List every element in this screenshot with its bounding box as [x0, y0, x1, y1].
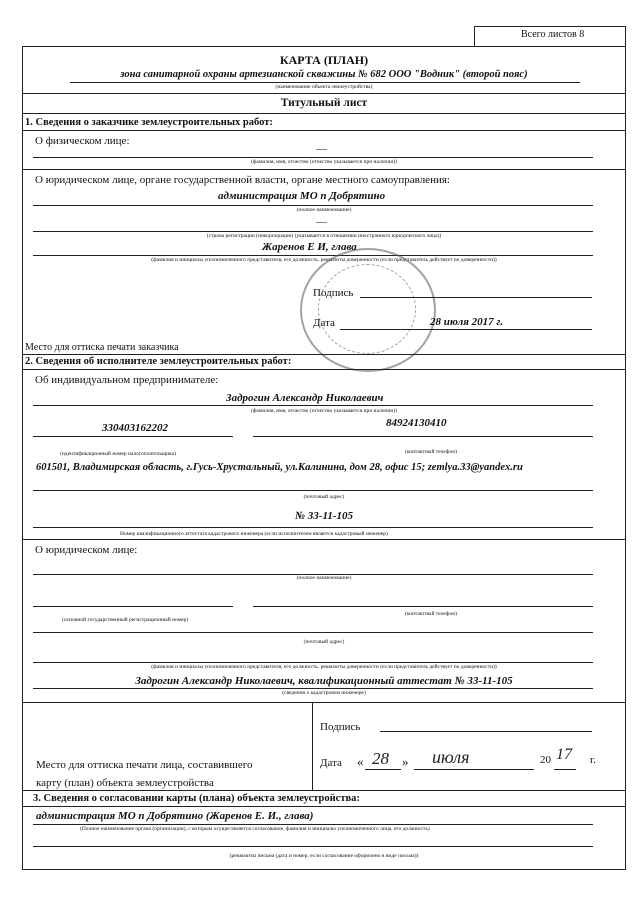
agency-value: администрация МО п Добрятино (Жаренов Е. И., глава) — [36, 810, 314, 822]
exec-postal-underline — [33, 632, 593, 633]
agency-underline — [33, 824, 593, 825]
section1-title: 1. Сведения о заказчике землеустроительных работ: — [25, 117, 273, 128]
rep-value: Жаренов Е И, глава — [262, 241, 357, 253]
inn-hint: (идентификационный номер налогоплательщика) — [60, 451, 176, 457]
address-hint: (почтовый адрес) — [303, 494, 345, 500]
exec-ogrn-hint: (основной государственный регистрационный номер) — [62, 617, 189, 623]
exec-legal-label: О юридическом лице: — [35, 544, 138, 556]
phone-hint: (контактный телефон) — [405, 449, 457, 455]
phone-underline — [253, 436, 593, 437]
inn-underline — [33, 436, 233, 437]
divider-3 — [22, 130, 626, 131]
exec-postal-hint: (почтовый адрес) — [303, 639, 345, 645]
exec-rep-hint: (фамилия и инициалы уполномоченного представителя, его должность, реквизиты доверенности (если представитель действует по доверенности)) — [151, 664, 497, 670]
cert-hint: Номер квалификационного аттестата кадастрового инженера (если исполнителем является кадастровый инженер) — [120, 531, 388, 537]
client-sign-label: Подпись — [313, 287, 354, 299]
country-hint: (страна регистрации (инкорпорации) (указывается в отношении иностранного юридического лица)) — [206, 233, 442, 239]
frame-right — [625, 26, 626, 870]
sheet-title: Титульный лист — [280, 97, 368, 109]
frame-bottom — [22, 869, 626, 870]
divider-6 — [22, 369, 626, 370]
exec-sign-label: Подпись — [320, 721, 361, 733]
phone-value: 84924130410 — [386, 417, 447, 429]
individual-hint: (фамилия, имя, отчество (отчество указывается при наличии)) — [251, 159, 397, 165]
engineer-value: Задрогин Александр Николаевич, квалификационный аттестат № 33-11-105 — [135, 675, 513, 687]
letter-hint: (реквизиты письма (дата и номер, если согласование оформлено в виде письма)) — [229, 853, 419, 859]
legal-label: О юридическом лице, органе государственной власти, органе местного самоуправления: — [35, 174, 450, 186]
agency-hint: (Полное наименование органа (организации), с которым осуществляется согласование, фамилия и инициалы уполномоченного лица, его должность) — [80, 826, 430, 832]
client-date-label: Дата — [313, 317, 335, 329]
exec-date-year-suffix: 17 — [556, 746, 572, 763]
exec-date-close-quote: » — [402, 754, 409, 769]
exec-rep-underline — [33, 662, 593, 663]
exec-stamp-label-2: карту (план) объекта землеустройства — [36, 777, 214, 789]
object-hint: (наименование объекта землеустройства) — [275, 84, 373, 90]
exec-date-g: г. — [590, 754, 597, 766]
exec-contact-hint: (контактный телефон) — [405, 611, 457, 617]
rep-hint: (фамилия и инициалы уполномоченного представителя, его должность, реквизиты доверенности (если представитель действует по доверенности)) — [151, 257, 497, 263]
entrepreneur-underline — [33, 405, 593, 406]
exec-date-day: 28 — [372, 749, 389, 768]
engineer-hint: (сведения о кадастровом инженере) — [282, 690, 366, 696]
divider-1 — [22, 93, 626, 94]
section3-title: 3. Сведения о согласовании карты (плана) объекта землеустройства: — [33, 793, 360, 804]
sign-block-divider — [312, 702, 313, 790]
client-date-line — [340, 329, 592, 330]
exec-stamp-label-1: Место для оттиска печати лица, составившего — [36, 759, 253, 771]
exec-date-day-line — [365, 769, 401, 770]
divider-5 — [22, 354, 626, 355]
address-underline — [33, 490, 593, 491]
country-underline — [33, 231, 593, 232]
client-sign-line — [360, 297, 592, 298]
section2-title: 2. Сведения об исполнителе землеустроительных работ: — [25, 356, 292, 367]
legal-underline — [33, 205, 593, 206]
divider-2 — [22, 113, 626, 114]
exec-date-year-line — [554, 769, 576, 770]
object-name: зона санитарной охраны артезианской скважины № 682 ООО "Водник" (второй пояс) — [120, 69, 528, 80]
divider-7 — [22, 539, 626, 540]
individual-value: — — [316, 143, 327, 155]
divider-8 — [22, 702, 626, 703]
divider-10 — [22, 806, 626, 807]
legal-value: администрация МО п Добрятино — [218, 190, 386, 202]
exec-ogrn-underline — [33, 606, 233, 607]
exec-sign-line — [380, 731, 592, 732]
legal-hint: (полное наименование) — [296, 207, 352, 213]
frame-top — [22, 46, 626, 47]
client-stamp-inner — [318, 264, 416, 354]
divider-9 — [22, 790, 626, 791]
map-title: КАРТА (ПЛАН) — [279, 53, 369, 67]
exec-date-label: Дата — [320, 757, 342, 769]
engineer-underline — [33, 688, 593, 689]
exec-date-open-quote: « — [357, 754, 364, 769]
individual-label: О физическом лице: — [35, 135, 130, 147]
cert-underline — [33, 527, 593, 528]
sheets-box-top — [474, 26, 626, 27]
exec-date-month: июля — [432, 747, 470, 767]
entrepreneur-label: Об индивидуальном предпринимателе: — [35, 374, 219, 386]
exec-date-month-line — [414, 769, 534, 770]
sheets-count: Всего листов 8 — [521, 29, 585, 40]
client-stamp-label: Место для оттиска печати заказчика — [25, 342, 179, 353]
exec-fullname-hint: (полное наименование) — [296, 575, 352, 581]
individual-underline — [33, 157, 593, 158]
exec-contact-underline — [253, 606, 593, 607]
object-name-underline — [70, 82, 580, 83]
client-date-value: 28 июля 2017 г. — [430, 316, 504, 328]
entrepreneur-hint: (фамилия, имя, отчество (отчество указывается при наличии)) — [251, 408, 397, 414]
inn-value: 330403162202 — [102, 422, 168, 434]
divider-4 — [22, 169, 626, 170]
cert-value: № 33-11-105 — [294, 510, 354, 522]
country-value: — — [316, 216, 327, 228]
entrepreneur-value: Задрогин Александр Николаевич — [226, 392, 384, 404]
rep-underline — [33, 255, 593, 256]
sheets-box-left — [474, 26, 475, 46]
exec-date-year-prefix: 20 — [540, 754, 551, 766]
address-value: 601501, Владимирская область, г.Гусь-Хрустальный, ул.Калинина, дом 28, офис 15; zemlya.33@yandex.ru — [36, 462, 523, 473]
letter-underline — [33, 846, 593, 847]
